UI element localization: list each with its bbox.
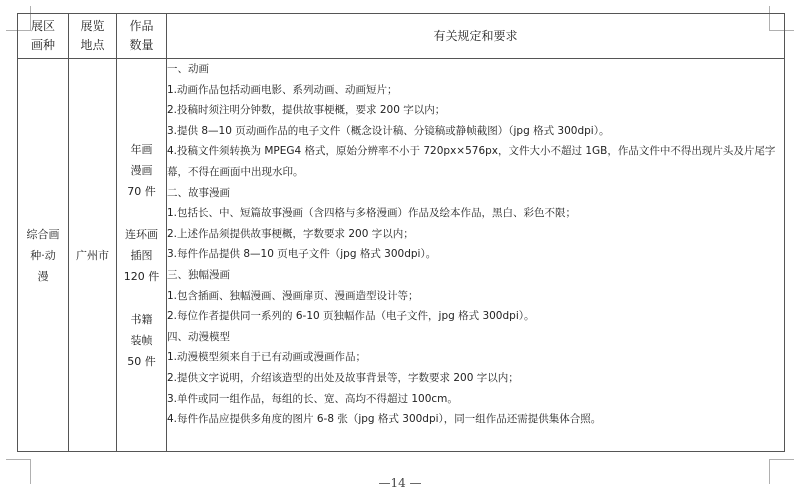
requirement-item: 3.单件或同一组作品，每组的长、宽、高均不得超过 100cm。 [167, 392, 458, 405]
works-line: 漫画 [130, 163, 153, 177]
works-group-nianhua [117, 139, 166, 202]
works-group-shuji [117, 309, 166, 372]
requirement-item: 1.包括长、中、短篇故事漫画（含四格与多格漫画）作品及绘本作品，黑白、彩色不限； [167, 207, 577, 220]
works-line: 书籍 [130, 312, 153, 326]
requirement-item: 2.每位作者提供同一系列的 6-10 页独幅作品（电子文件，jpg 格式 300dpi）。 [167, 310, 535, 323]
works-group-lianhuanhua [117, 224, 166, 287]
category-cell [18, 59, 69, 452]
header-location [69, 14, 117, 59]
quantity-cell [117, 59, 167, 452]
header-location-line: 展览 [80, 19, 105, 33]
header-quantity [117, 14, 167, 59]
works-line: 120 件 [123, 269, 160, 283]
requirement-item: 3.每件作品提供 8—10 页电子文件（jpg 格式 300dpi）。 [167, 248, 437, 261]
header-quantity-line: 数量 [129, 38, 154, 52]
section-heading: 三、独幅漫画 [167, 268, 230, 281]
category-line: 综合画 [26, 227, 60, 241]
table-row [18, 59, 785, 452]
category-line: 种·动 [30, 248, 56, 262]
requirement-item: 1.包含插画、独幅漫画、漫画扉页、漫画造型设计等； [167, 289, 419, 302]
requirement-item: 2.投稿时须注明分钟数，提供故事梗概，要求 200 字以内； [167, 104, 446, 117]
works-line: 年画 [130, 142, 153, 156]
header-category-line: 展区 [30, 19, 55, 33]
page-number: —14 — [378, 476, 422, 490]
requirement-item: 1.动漫模型须来自于已有动画或漫画作品； [167, 351, 367, 364]
requirements-table [17, 13, 785, 452]
requirement-item: 2.上述作品须提供故事梗概，字数要求 200 字以内； [167, 227, 414, 240]
works-line: 50 件 [127, 354, 156, 368]
requirement-item: 4.每件作品应提供多角度的图片 6-8 张（jpg 格式 300dpi），同一组作品还需提供集体合照。 [167, 413, 602, 426]
header-location-line: 地点 [80, 38, 105, 52]
header-category-line: 画种 [30, 38, 55, 52]
header-category [18, 14, 69, 59]
works-line: 连环画 [125, 227, 158, 241]
header-quantity-line: 作品 [129, 19, 154, 33]
requirements-cell [167, 59, 785, 452]
works-line: 装帧 [130, 333, 153, 347]
location-cell: 广州市 [69, 59, 117, 452]
requirement-item: 1.动画作品包括动画电影、系列动画、动画短片； [167, 83, 398, 96]
header-requirements: 有关规定和要求 [167, 14, 785, 59]
requirement-item: 2.提供文字说明，介绍该造型的出处及故事背景等，字数要求 200 字以内； [167, 371, 519, 384]
section-heading: 二、故事漫画 [167, 186, 230, 199]
works-line: 插图 [130, 248, 153, 262]
category-line: 漫 [37, 269, 49, 283]
section-heading: 一、动画 [167, 63, 209, 75]
table-header-row [18, 14, 785, 59]
requirement-item: 3.提供 8—10 页动画作品的电子文件（概念设计稿、分镜稿或静帧截图）（jpg 格式 300dpi）。 [167, 124, 610, 137]
works-line: 70 件 [127, 184, 156, 198]
section-heading: 四、动漫模型 [167, 330, 230, 343]
requirement-item: 4.投稿文件须转换为 MPEG4 格式，原始分辨率不小于 720px×576px，文件大小不超过 1GB，作品文件中不得出现片头及片尾字幕，不得在画面中出现水印。 [167, 145, 776, 178]
